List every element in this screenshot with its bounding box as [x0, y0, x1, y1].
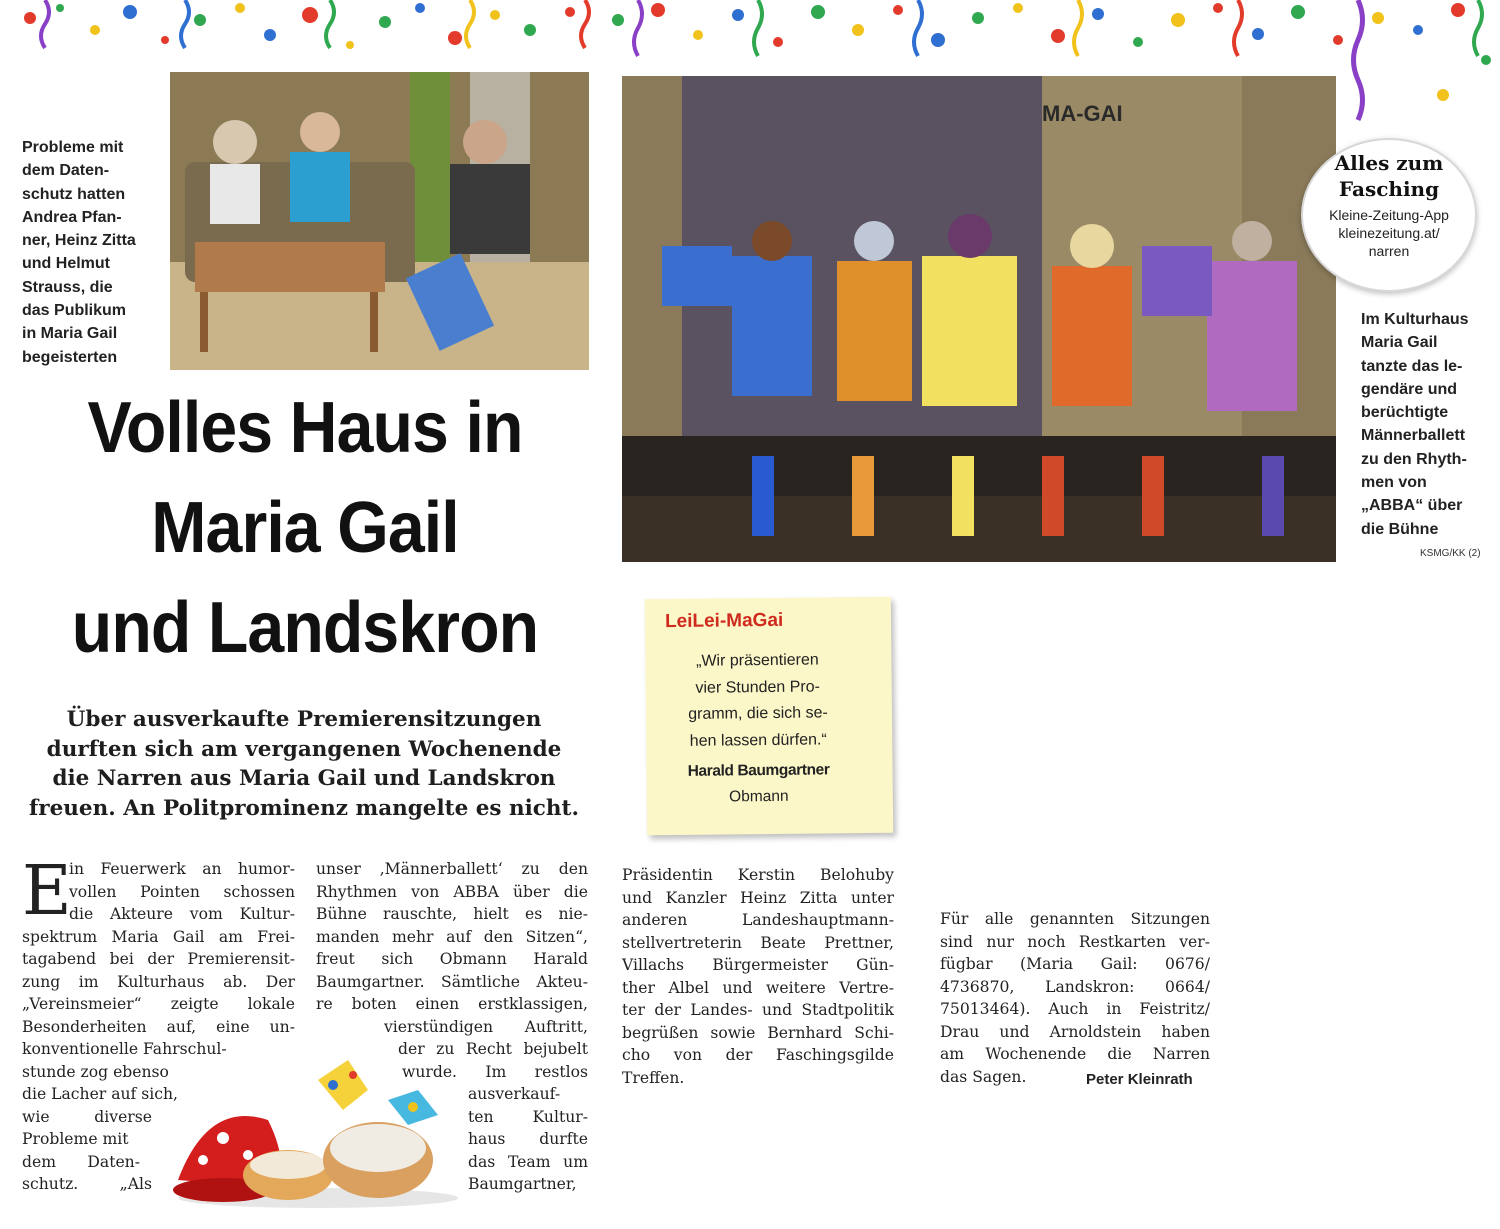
article-line: sind nur noch Restkarten ver- [940, 932, 1210, 951]
article-line: schutz. „Als [22, 1175, 152, 1193]
article-line: stellvertreterin Beate Prettner, [622, 933, 894, 952]
article-line: spektrum Maria Gail am Frei- [22, 927, 295, 946]
caption-line: Strauss, die [22, 278, 113, 296]
badge-title-line: Alles zum [1334, 151, 1444, 175]
article-line: in Feuerwerk an humor- [69, 860, 295, 878]
quote-line: hen lassen dürfen.“ [689, 730, 827, 750]
article-line: ter der Landes- und Stadtpolitik [622, 1001, 894, 1019]
article-line: unser ‚Männerballett‘ zu den [316, 860, 588, 878]
subhead [0, 705, 608, 823]
article-line: die Lacher auf sich, [22, 1085, 179, 1103]
article-line: vierstündigen Auftritt, [384, 1017, 588, 1036]
article-line: Probleme mit [22, 1130, 129, 1148]
caption-line: ner, Heinz Zitta [22, 232, 136, 250]
article-line: die Akteure vom Kultur- [69, 905, 295, 923]
quote-line: „Wir präsentieren [695, 651, 819, 670]
article-line: anderen Landeshauptmann- [622, 911, 894, 929]
article-line: Für alle genannten Sitzungen [940, 910, 1210, 928]
article-line: Drau und Arnoldstein haben [940, 1022, 1210, 1041]
caption-line: Im Kulturhaus [1361, 311, 1469, 328]
article-line: Besonderheiten auf, eine un- [22, 1017, 295, 1036]
caption-line: begeisterten [22, 348, 118, 366]
caption-line: schutz hatten [22, 185, 126, 203]
caption-line: Maria Gail [1361, 334, 1438, 352]
headline-line: und Landskron [71, 588, 539, 668]
ballet-stage-photo [622, 76, 1336, 562]
article-line: haus durfte [468, 1130, 588, 1148]
article-line: freut sich Obmann Harald [316, 950, 588, 968]
article-line: begrüßen sowie Bernhard Schi- [622, 1023, 894, 1042]
caption-line: tanzte das le- [1361, 357, 1463, 375]
headline [24, 378, 585, 678]
article-line: tagabend bei der Premierensit- [22, 950, 295, 968]
caption-line: Andrea Pfan- [22, 208, 122, 226]
caption-line: „ABBA“ über [1361, 497, 1463, 515]
drop-cap: E [22, 852, 72, 931]
badge-link-line: Kleine-Zeitung-App [1329, 207, 1449, 223]
quote-author: Harald Baumgartner [687, 761, 830, 780]
article-line: ausverkauf- [468, 1085, 561, 1103]
fasching-badge [1301, 138, 1477, 292]
quote-box-title: LeiLei-MaGai [664, 609, 784, 633]
subhead-line: durften sich am vergangenen Wochenende [46, 736, 562, 762]
headline-line: Volles Haus in [87, 388, 523, 468]
article-column-4 [940, 908, 1210, 1088]
quote-box [645, 597, 893, 836]
article-line: dem Daten- [22, 1152, 140, 1171]
caption-line: dem Daten- [22, 162, 110, 180]
article-line: wie diverse [22, 1107, 152, 1126]
caption-line: und Helmut [22, 255, 110, 273]
carnival-hat-donut-illustration [168, 1060, 468, 1210]
article-column-3 [622, 864, 894, 1089]
article-line: fügbar (Maria Gail: 0676/ [940, 955, 1210, 973]
article-line: Rhythmen von ABBA über die [316, 882, 588, 901]
right-photo-caption [1361, 308, 1491, 541]
article-line: stunde zog ebenso [22, 1062, 169, 1081]
quote-line: vier Stunden Pro- [695, 677, 821, 697]
article-line: Baumgartner. Sämtliche Akteu- [316, 972, 588, 991]
article-line: und Kanzler Heinz Zitta unter [622, 888, 894, 907]
badge-link[interactable] [1303, 206, 1475, 260]
article-line: 4736870, Landskron: 0664/ [940, 977, 1210, 996]
article-line: das Sagen. [940, 1067, 1027, 1086]
badge-link-line: narren [1368, 243, 1410, 259]
article-line: „Vereinsmeier“ zeigte lokale [22, 995, 295, 1013]
article-line: das Team um [468, 1152, 588, 1171]
article-line: wurde. Im restlos [402, 1062, 588, 1081]
caption-line: Männerballett [1361, 427, 1466, 445]
photo-credit: KSMG/KK (2) [1420, 548, 1481, 559]
article-line: cho von der Faschingsgilde [622, 1046, 894, 1064]
article-line: 75013464). Auch in Feistritz/ [940, 1000, 1210, 1018]
badge-title [1303, 150, 1475, 202]
quote-line: gramm, die sich se- [688, 704, 828, 723]
caption-line: zu den Rhyth- [1361, 450, 1467, 468]
caption-line: in Maria Gail [22, 325, 118, 343]
quote-author-role: Obmann [729, 787, 789, 806]
talk-show-photo [170, 72, 589, 370]
confetti-banner-left [0, 0, 598, 70]
article-author: Peter Kleinrath [1086, 1071, 1193, 1088]
article-line: der zu Recht bejubelt [398, 1040, 588, 1058]
article-line: am Wochenende die Narren [940, 1045, 1210, 1063]
caption-line: das Publikum [22, 302, 127, 320]
article-line: Bühne rauschte, hielt es nie- [316, 905, 588, 923]
article-line: Villachs Bürgermeister Gün- [622, 956, 894, 974]
caption-line: Probleme mit [22, 139, 124, 156]
caption-line: berüchtigte [1361, 404, 1449, 422]
article-line: manden mehr auf den Sitzen“, [316, 927, 588, 946]
article-line: Treffen. [622, 1068, 685, 1087]
left-photo-caption [22, 136, 167, 369]
article-line: ten Kultur- [468, 1107, 588, 1126]
article-line: konventionelle Fahrschul- [22, 1040, 227, 1058]
subhead-line: die Narren aus Maria Gail und Landskron [52, 766, 556, 791]
article-line: zung im Kulturhaus ab. Der [22, 972, 295, 991]
subhead-line: freuen. An Politprominenz mangelte es nicht. [29, 795, 579, 821]
article-line: vollen Pointen schossen [69, 882, 295, 901]
caption-line: die Bühne [1361, 520, 1439, 538]
badge-title-line: Fasching [1338, 177, 1440, 201]
badge-link-line: kleinezeitung.at/ [1338, 225, 1440, 241]
quote-text [645, 647, 870, 755]
article-line: Baumgartner, [468, 1175, 577, 1193]
headline-line: Maria Gail [151, 488, 459, 568]
article-line: re boten einen erstklassigen, [316, 995, 588, 1013]
caption-line: gendäre und [1361, 380, 1458, 398]
caption-line: men von [1361, 474, 1427, 492]
article-line: Präsidentin Kerstin Belohuby [622, 866, 894, 884]
article-line: ther Albel und weitere Vertre- [622, 978, 894, 997]
stage-sign: MA-GAI [1042, 101, 1123, 126]
subhead-line: Über ausverkaufte Premierensitzungen [66, 707, 542, 732]
